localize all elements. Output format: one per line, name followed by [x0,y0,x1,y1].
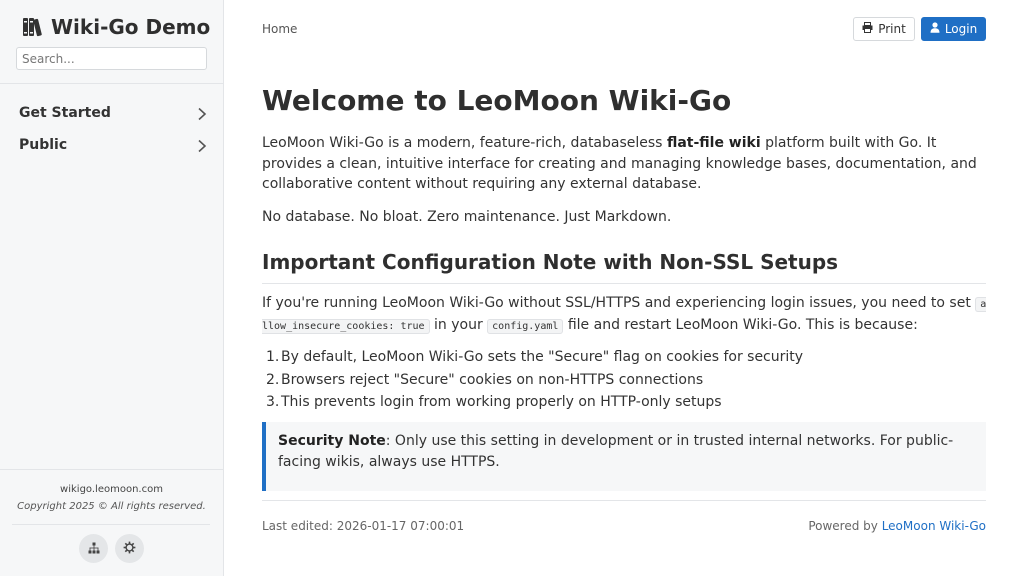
config-text: in your [429,317,488,333]
list-number: 3. [266,394,280,410]
brand-title: Wiki-Go Demo [51,15,211,39]
config-code: allow_insecure_cookies: true [262,299,987,332]
breadcrumb[interactable]: Home [262,22,298,36]
print-label: Print [878,22,906,36]
sidebar-item-label: Get Started [19,105,111,121]
list-item [262,346,988,369]
powered-link[interactable]: LeoMoon Wiki-Go [881,519,986,533]
list-item [262,369,988,392]
user-icon [930,22,940,36]
sidebar-footer-divider [0,469,223,470]
list-text: Browsers reject "Secure" cookies on non-HTTPS connections [281,371,704,388]
heading-divider [262,283,986,284]
list-number: 2. [266,371,280,388]
intro-text: platform built with Go. It provides a clean, intuitive interface for creating and managing knowledge bases, documentation, and collaborative content without requiring any external database. [262,135,977,192]
page-title: Welcome to LeoMoon Wiki-Go [262,84,732,117]
search-input[interactable] [16,47,207,70]
list-text: By default, LeoMoon Wiki-Go sets the "Secure" flag on cookies for security [281,349,804,365]
config-text: If you're running LeoMoon Wiki-Go without SSL/HTTPS and experiencing login issues, you need to set [262,295,976,311]
section-heading: Important Configuration Note with Non-SSL Setups [262,250,839,274]
tagline: No database. No bloat. Zero maintenance. Just Markdown. [262,209,672,225]
intro-bold: flat-file wiki [666,135,761,151]
intro-text: LeoMoon Wiki-Go is a modern, feature-rich, databaseless [262,135,667,151]
config-paragraph [262,293,988,337]
settings-icon [123,539,136,558]
login-button[interactable] [921,17,986,41]
sidebar-divider [0,83,223,84]
list-item [262,391,988,414]
config-code: config.yaml [487,319,563,334]
sidebar [0,0,224,576]
last-edited: Last edited: 2026-01-17 07:00:01 [262,519,465,533]
footer-divider [262,500,986,501]
brand[interactable] [20,15,210,39]
sidebar-footer-divider [12,524,210,525]
chevron-right-icon [197,106,207,120]
settings-button[interactable] [115,534,144,563]
print-button[interactable] [853,17,915,41]
note-text: : Only use this setting in development or in trusted internal networks. For public-facing wikis, always use HTTPS. [278,433,954,470]
books-icon [20,15,44,39]
note-label: Security Note [278,433,386,449]
powered-prefix: Powered by [808,519,882,533]
list-number: 1. [266,349,280,365]
steps-list [262,346,988,414]
site-url: wikigo.leomoon.com [60,484,163,495]
sidebar-item-label: Public [19,137,68,153]
sidebar-item-get-started[interactable] [0,99,223,127]
powered-by [808,519,986,533]
login-label: Login [944,22,978,36]
chevron-right-icon [197,138,207,152]
sitemap-button[interactable] [79,534,108,563]
sidebar-item-public[interactable] [0,131,223,159]
print-icon [862,22,873,36]
list-text: This prevents login from working properly on HTTP-only setups [281,394,722,410]
sitemap-icon [88,539,100,558]
copyright: Copyright 2025 © All rights reserved. [17,501,206,512]
intro-paragraph [262,133,988,195]
config-text: file and restart LeoMoon Wiki-Go. This is because: [563,317,918,333]
security-note [262,422,986,491]
